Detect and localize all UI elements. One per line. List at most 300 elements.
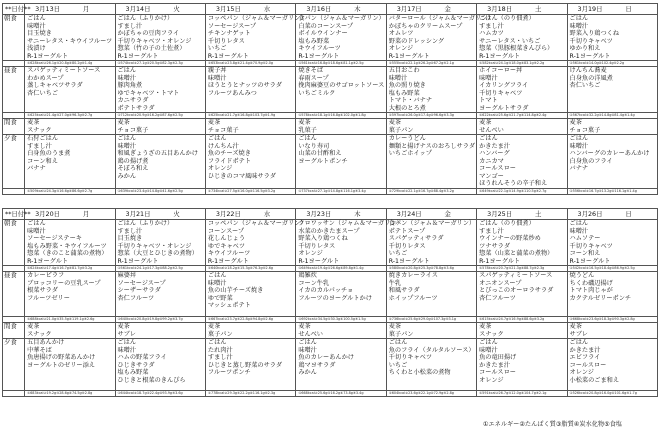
date: 3月13日 [35,5,61,13]
menu-item: ウインナーの野菜炒め [479,235,541,242]
menu-item: 味噌汁 [207,279,227,287]
menu-item: ごはん [479,339,498,346]
menu-item: ソーセージスープ [117,279,166,287]
nutrition-cell: ①580kcal②20.8g③25.3g④78.8g⑤3.6g [386,266,476,272]
menu-item: 麦茶 [117,323,130,330]
menu-cell [205,339,295,391]
breakfast-row [3,220,658,266]
menu-item: 親子丼 [207,67,227,74]
meal-label: 昼食 [3,272,25,317]
nutrition-cell: ①624kcal②17.4g③16.7g④81.7g⑤3.2g [25,266,115,272]
menu-item: 大根のとろ煮 [388,104,426,112]
menu-item: ちくわと小松菜の煮物 [388,369,451,376]
menu-cell [25,339,115,391]
menu-item: イカリングフライ [479,82,529,89]
menu-item: けんちん汁 [207,142,239,150]
menu-item: 鶏雑炊 [298,272,317,279]
menu-cell [25,220,115,266]
nutrition-cell: ①692kcal②34.5g③30.3g④100.5g⑤1.5g [296,317,386,323]
menu-item: 味噌汁 [27,22,46,30]
nutrition-cell: ①736kcal②25.6g③29.0g④107.3g⑤3.1g [386,317,476,323]
menu-item: すまし汁 [479,22,504,30]
menu-item: ごはん [117,135,137,142]
menu-item: ひじきと根菜のきんぴら [117,376,186,384]
date: 3月19日 [577,5,603,13]
menu-item: ごはん [207,272,227,279]
weekday: 月 [82,5,90,13]
menu-item: コッペパン（ジャム＆マーガリン） [207,220,307,227]
nutrition-cell: ①729kcal②22.1g③16.7g④88.4g⑤3.2g [386,188,476,194]
weekday: 日 [625,210,632,218]
menu-item: かきたま汁 [479,361,511,369]
menu-item: ごはん [27,220,46,227]
menu-item: 小松菜のごま和え [569,376,620,384]
date: 3月21日 [125,210,151,218]
nutrition-cell: ①778kcal②29.3g③22.2g④116.1g⑤2.3g [205,391,295,397]
menu-item: 根菜サラダ [27,287,58,294]
weekday: 月 [82,210,90,218]
nutrition-cell: ①628kcal②26.1g③20.8g④80.2g⑤1.4g [25,61,115,67]
menu-item: ごはん [207,135,227,142]
menu-item: 魚の竜田揚げ [479,354,517,361]
menu-item: ハンバーグのカレーあんかけ [569,150,650,157]
menu-item: すまし汁 [117,227,143,235]
menu-item: 麦茶 [569,323,582,330]
menu-item: 麻婆丼 [117,272,137,279]
weekday: 土 [534,5,542,13]
menu-item: けんちん蕎麦 [569,67,607,74]
menu-item: R-1ヨーグルト [388,52,430,60]
menu-item: コーン和え [27,157,58,165]
menu-item: ヨーグルトサラダ [479,104,529,112]
menu-item: 中華そば [27,346,52,354]
menu-item: すまし汁 [27,142,52,150]
menu-cell [205,67,295,113]
menu-cell [205,15,307,61]
nutrition-cell: ①578kcal②18.1g③16.8g④102.0g⑤1.8g [296,113,386,119]
menu-item: 石狩ごはん [27,135,59,142]
dinner-row [3,135,658,189]
menu-item: スナック [27,330,52,338]
menu-item: サブレ [117,330,136,338]
menu-item: 千切りキャベツ [569,37,613,45]
menu-item: フルーツのヨーグルトかけ [298,294,372,302]
menu-cell [25,272,115,317]
menu-item: フルーツあんみつ [207,89,257,97]
date: 3月23日 [306,210,332,218]
nutrition-cell: ①604kcal②23.6g③22.1g④72.9g⑤2.8g [386,391,476,397]
menu-item: かぼちゃのクリームスープ [388,22,463,30]
nutrition-cell: ①734kcal②27.5g③16.0g④116.5g⑤3.2g [205,188,295,194]
menu-item: 菓子パン [388,330,414,338]
menu-item: 千切りキャベツ・オレンジ [117,37,192,45]
menu-item: 野菜入り鶏つくね [569,30,620,37]
menu-item: 杏仁フルーツ [117,294,155,302]
menu-item: ゆかり和え [569,45,601,52]
nutrition-row [3,188,658,194]
menu-item: かぼちゃの豆肉フライ [117,30,180,37]
nutrition-blank [3,391,25,397]
menu-item: すまし汁 [117,22,143,30]
menu-cell [25,67,115,113]
menu-item: ごはん [479,135,498,142]
menu-item: わかめスープ [27,74,64,82]
menu-cell [205,220,307,266]
menu-item: スナック [27,126,52,134]
date: 3月25日 [487,210,513,218]
meal-label: 夕食 [3,135,25,189]
menu-item: 五目あんかけ [27,339,65,346]
menu-week-1 [2,3,658,195]
menu-item: 焼きカレーライス [388,272,438,279]
day-header [205,4,295,15]
menu-item: ひじきのコマ風味サラダ [207,172,276,180]
menu-item: キウイフルーツ [207,250,251,257]
nutrition-cell: ①615kcal②24.7g③16.9g④88.6g⑤3.2g [477,317,567,323]
menu-item: 麦茶 [207,323,221,330]
menu-cell [296,67,386,113]
menu-item: ポテトサラダ [117,104,155,112]
nutrition-blank [3,188,25,194]
menu-item: 千切りキャベツ [388,354,433,361]
menu-item: フルーツポンチ [207,369,251,376]
menu-item: 鶏マヨサラダ [298,361,336,369]
nutrition-cell: ①509kcal②24.3g③16.6g④86.6g⑤2.7g [25,188,115,194]
menu-item: チョコ菓子 [207,126,239,134]
menu-cell [567,323,657,339]
nutrition-cell: ①640kcal②18.2g③15.3g④76.3g⑤2.6g [205,266,295,272]
lunch-row [3,272,658,317]
nutrition-cell: ①668kcal②23.6g③18.3g④90.3g⑤2.8g [567,317,657,323]
breakfast-row [3,15,658,61]
menu-item: 五目おこわ [388,67,420,74]
menu-item: 惣菜（きのこと蒲菜の煮物） [27,250,108,257]
menu-item: 白身魚のうま煮 [27,150,71,157]
nutrition-cell: ①582kcal②24.1g③18.0g④83.1g⑤2.2g [477,61,567,67]
menu-item: R-1ヨーグルト [479,52,521,60]
menu-cell [205,135,295,189]
nutrition-row [3,391,658,397]
weekday: 木 [354,210,361,218]
snack-row [3,119,658,135]
day-header [567,209,657,220]
lunch-row [3,67,658,113]
menu-item: オレンジ [207,165,233,172]
date: 3月16日 [306,5,332,13]
menu-cell [567,15,657,61]
menu-item: ホイコーロー丼 [479,67,523,74]
menu-item: 焼きそば [298,67,324,74]
menu-item: ソーセージスープ [207,22,257,30]
weekday: 金 [444,5,451,13]
day-header [115,4,205,15]
menu-item: サニーレタス・いちご [479,37,541,45]
menu-item: 惣菜（黒豚根菜きんぴら） [479,45,554,52]
menu-item: 焼うどん [569,272,595,279]
date: 3月18日 [487,5,513,13]
menu-item: 魚のチーズ焼き [207,150,251,157]
nutrition-cell: ①591kcal②26.7g③12.0g④104.7g⑤2.1g [477,391,567,397]
menu-item: フルーツゼリー [27,294,70,302]
date: 3月20日 [35,210,61,218]
menu-item: ヨーグルトポンチ [298,157,348,165]
nutrition-cell: ①644kcal②18.7g③22.4g④93.9g⑤3.6g [115,391,205,397]
menu-cell [25,119,115,135]
menu-item: 味噌汁 [569,22,589,30]
nutrition-cell: ①625kcal②21.7g③16.8g④103.7g⑤1.9g [205,113,295,119]
menu-cell [205,323,295,339]
nutrition-cell: ①688kcal②21.0g③35.5g④119.1g⑤2.6g [25,317,115,323]
menu-cell [296,339,386,391]
menu-item: 麦茶 [27,119,40,126]
menu-item: エビフライ [569,354,601,361]
menu-item: 麦茶 [569,119,582,126]
day-header [205,209,295,220]
nutrition-cell: ①712kcal②20.9g③16.2g④87.6g⑤2.5g [115,113,205,119]
menu-item: ヨーグルトのゼリー添え [27,361,95,369]
day-header [296,4,386,15]
menu-item: 塩もみ野菜 [117,369,149,376]
nutrition-cell: ①561kcal②14.0g④102.4g⑤2.2g [567,61,657,67]
weekday: 木 [354,5,361,13]
menu-item: カニサラダ [117,97,149,104]
menu-cell [25,135,115,189]
meal-label: 間食 [3,119,25,135]
menu-cell [386,119,476,135]
nutrition-cell: ①649kcal②22.1g③14.9g④110.5g⑤2.7g [477,188,567,194]
menu-item: 惣菜（山菜と蒲菜の煮物） [479,250,554,257]
menu-item: せんべい [479,126,504,134]
menu-item: スナック [479,330,504,338]
menu-item: トマト・バナナ [388,97,433,104]
menu-cell [477,67,567,113]
menu-item: R-1ヨーグルト [27,257,69,265]
menu-item: オレンジ [479,376,504,384]
menu-item: 食パン（ジャム＆マーガリン） [298,15,385,22]
menu-item: ハムの野菜フライ [117,354,167,361]
date: 3月17日 [396,5,422,13]
menu-cell [386,67,476,113]
menu-item: ほうとうとナッツのサラダ [207,82,282,89]
menu-item: チョコ菓子 [117,126,149,134]
menu-item: ボイルウインナー [298,30,348,37]
menu-item: 食パン（ジャム＆マーガリン） [388,220,476,227]
menu-item: カクテルゼリーポンチ [569,294,632,302]
menu-item: いちご [388,250,408,257]
menu-item: コーンスープ [207,227,245,235]
nutrition-cell: ①640kcal②20.8g③19.8g④99.2g⑤3.7g [115,317,205,323]
menu-item: 白身魚の洋風煮 [569,74,613,82]
menu-cell [477,15,567,61]
menu-item: イカのカルパッチョ [298,287,354,294]
menu-item: 千切りレタス [298,242,336,250]
menu-item: 杏仁いちご [27,89,59,97]
menu-item: コールスロー [479,165,516,172]
menu-item: R-1ヨーグルト [207,257,249,265]
menu-cell [115,220,205,266]
menu-item: ごはん [117,67,137,74]
menu-cell [115,323,205,339]
menu-item: ごはん [388,339,408,346]
menu-cell [296,15,386,61]
nutrition-cell: ①622kcal②25.6g③21.7g④114.8g⑤2.4g [477,113,567,119]
menu-item: せんべい [298,330,323,338]
nutrition-cell: ①526kcal②20.8g③16.0g④101.6g⑤1.7g [567,391,657,397]
date: 3月15日 [215,5,241,13]
menu-item: 塩もみ野菜 [388,89,420,97]
menu-item: 千切りキャベツ [569,242,613,250]
menu-item: バターロール（ジャム＆マーガリン） [388,15,494,22]
menu-cell [205,272,295,317]
menu-item: R-1ヨーグルト [569,52,611,60]
nutrition-cell: ①668kcal②25.6g③16.2g④73.8g⑤3.4g [296,391,386,397]
snack-row [3,323,658,339]
menu-item: 蒸しキャベツサラダ [27,82,83,89]
menu-cell [386,272,476,317]
menu-item: オレンジ [388,45,414,52]
weekday: 水 [263,5,271,13]
menu-item: ごはん（ふりかけ） [117,15,174,22]
menu-item: ごはん [569,220,589,227]
nutrition-cell: ①561kcal②24.1g③17.3g④88.2g⑤2.5g [115,266,205,272]
nutrition-cell: ①574kcal②27.1g③20.5g④82.3g⑤2.3g [115,61,205,67]
menu-item: R-1ヨーグルト [27,52,69,60]
menu-item: ごはん [569,339,589,346]
menu-cell [115,339,205,391]
menu-item: スパゲッティミートソース [479,272,553,279]
menu-item: 山菜の甘酢和え [298,150,342,157]
meal-label: 朝食 [3,220,25,266]
menu-item: オニオンスープ [479,279,522,287]
menu-item: 味噌汁 [298,346,317,354]
menu-item: 麦茶 [117,119,130,126]
menu-cell [477,135,567,189]
menu-item: 麦茶 [298,119,311,126]
menu-item: マンゴー [479,172,504,180]
nutrition-cell: ①683kcal②19.2g③28.6g④74.5g⑤2.8g [25,391,115,397]
menu-item: ほうれんそうの辛子和え [479,180,548,187]
menu-cell [567,272,657,317]
menu-item: とびっこのオーロラサラダ [479,287,554,294]
menu-item: 魚の山芋チーズ焼き [207,287,264,294]
menu-item: 味噌汁 [479,346,498,354]
nutrition-cell: ①561kcal②16.8g③18.6g④81.1g⑤2.5g [296,61,386,67]
menu-item: チョコ菓子 [569,126,601,134]
menu-item: マッシュポテト [207,302,251,309]
menu-item: 牛乳 [388,279,402,287]
menu-cell [567,135,657,189]
menu-item: オレンジ [569,369,594,376]
weekday: 土 [534,210,542,218]
menu-item: ゆで野菜 [207,294,233,302]
menu-item: キウイフルーツ [298,45,341,52]
menu-item: 千切りキャベツ・オレンジ [117,242,192,250]
menu-item: ちくわ磯辺揚げ [569,279,613,287]
menu-item: 味噌汁 [207,74,227,82]
nutrition-cell: ①649kcal②19.4g③26.6g④89.8g⑤1.4g [296,266,386,272]
menu-item: 杏仁いちご [569,82,601,89]
menu-cell [25,323,115,339]
menu-item: ツナサラダ [479,242,511,250]
menu-item: 鶏の揚げ煮 [117,157,149,165]
menu-item: 魚のカレーあんかけ [298,354,354,361]
weekday: 火 [173,210,180,218]
menu-item: ゆでキャベツ・トマト [117,89,180,97]
menu-item: 乳菓子 [298,126,317,134]
date-header-row [3,4,658,15]
date-header-row [3,209,658,220]
menu-item: R-1ヨーグルト [117,257,159,265]
menu-cell [115,135,205,189]
menu-cell [567,220,657,266]
menu-cell [477,272,567,317]
menu-item: フライドポテト [207,157,252,165]
menu-item: 白菜のコーンスープ [298,22,354,30]
day-header [25,209,115,220]
menu-cell [567,67,657,113]
day-header [296,209,386,220]
menu-item: 野菜のドレッシング [388,37,445,45]
menu-item: 味噌汁 [117,346,137,354]
date: 3月22日 [215,210,241,218]
menu-item: 野菜入り鶏つくね [298,235,348,242]
date: 3月26日 [577,210,603,218]
menu-item: オレンジ [298,250,323,257]
date: 3月24日 [396,210,422,218]
nutrition-cell: ①578kcal②20.7g③21.3g④88.7g⑤2.3g [477,266,567,272]
meal-label: 間食 [3,323,25,339]
menu-item: 水菜のかきたまスープ [298,227,360,235]
day-header [386,209,476,220]
menu-item: R-1ヨーグルト [479,257,521,265]
nutrition-cell: ①567kcal②32.2g③14.8g④81.4g⑤1.4g [567,113,657,119]
menu-item: トマト肉じゃが [569,287,613,294]
menu-item: R-1ヨーグルト [117,52,159,60]
nutrition-cell: ①556kcal②16.7g③13.2g④116.1g⑤1.4g [567,188,657,194]
menu-item: ブロッコリーの豆乳スープ [27,279,101,287]
menu-item: ポテトスープ [388,227,426,235]
menu-item: 花しんじょう [207,235,246,242]
menu-item: ごはん（のり佃煮） [479,220,535,227]
day-header [25,4,115,15]
menu-cell [477,323,567,339]
nutrition-cell: ①639kcal②23.4g③14.8g④41.6g⑤2.5g [115,188,205,194]
menu-item: 魚のフライ（タルタルソース） [388,346,475,354]
menu-item: 魚の照り焼き [388,82,426,89]
menu-item: オムレツ [388,30,414,37]
day-header [386,4,476,15]
menu-item: 和風ぎょうざの五目あんかけ [117,150,198,157]
menu-cell [477,220,567,266]
menu-item: シーザーサラダ [117,287,161,294]
menu-item: かきたま汁 [479,142,511,150]
menu-item: 菓子パン [207,330,233,338]
menu-item: ソーセージステーキ [27,235,82,242]
menu-item: ごはん [298,135,317,142]
menu-item: 目玉焼き [117,235,143,242]
day-header [115,209,205,220]
menu-item: カレーうどん [388,135,426,142]
menu-item: コーン牛乳 [298,279,330,287]
menu-item: みかん [117,172,137,180]
menu-item: ごはん [569,135,589,142]
menu-item: 魚唐揚げの野菜あんかけ [27,354,96,361]
weekday: 日 [625,5,632,13]
menu-item: ハムカツ [479,30,504,37]
menu-item: 麦茶 [207,119,221,126]
menu-item: 麦茶 [298,323,311,330]
menu-item: ハンバーグ [479,150,510,157]
